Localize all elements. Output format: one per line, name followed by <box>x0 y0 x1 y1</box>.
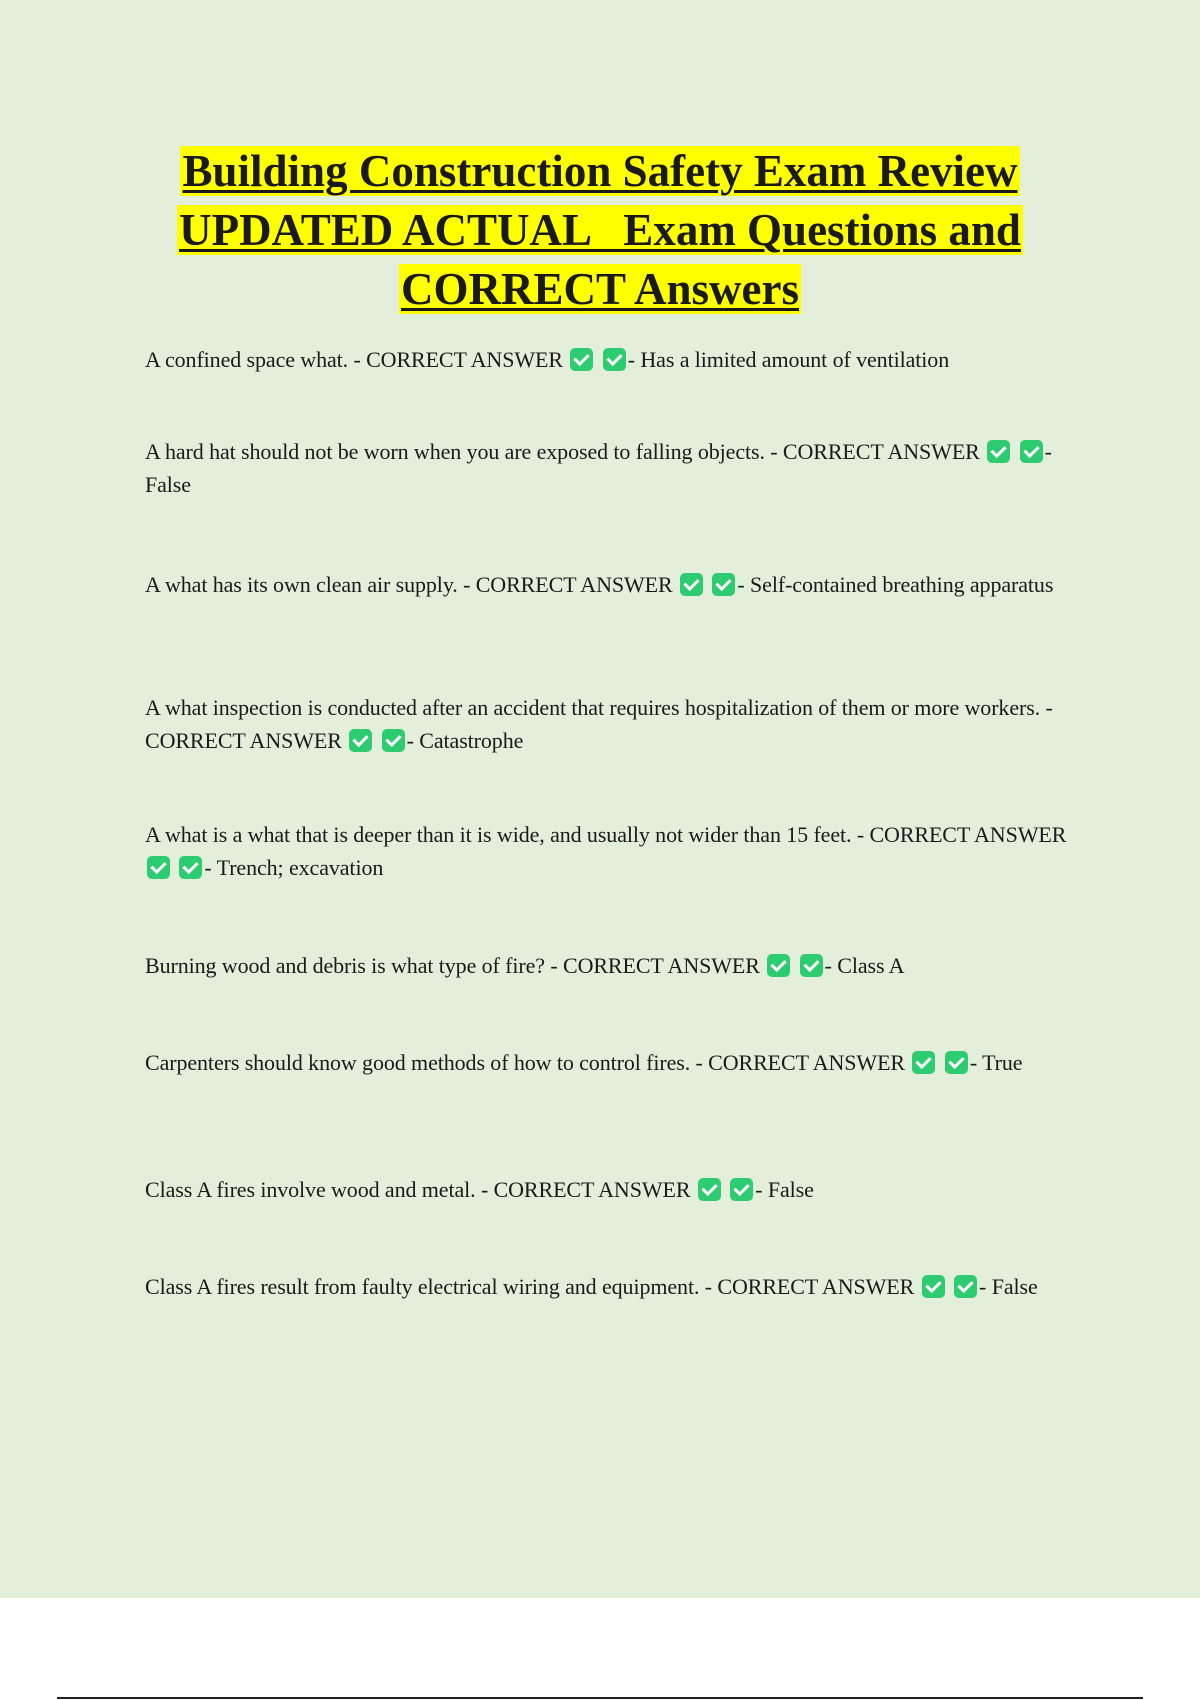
qa-item: Class A fires involve wood and metal. - CORRECT ANSWER - False <box>145 1177 814 1202</box>
check-box-icon <box>1020 440 1043 463</box>
qa-item: A what has its own clean air supply. - CORRECT ANSWER - Self-contained breathing apparatus <box>145 572 1054 597</box>
answer-text: Self-contained breathing apparatus <box>750 572 1054 597</box>
correct-answer-label: - CORRECT ANSWER <box>348 347 563 372</box>
check-box-icon <box>698 1178 721 1201</box>
answer-text: Class A <box>837 953 905 978</box>
question-text: Burning wood and debris is what type of fire? <box>145 953 545 978</box>
check-box-icon <box>922 1275 945 1298</box>
check-box-icon <box>179 856 202 879</box>
question-text: Carpenters should know good methods of how to control fires. <box>145 1050 691 1075</box>
question-text: A confined space what. <box>145 347 349 372</box>
question-text: Class A fires involve wood and metal. <box>145 1177 476 1202</box>
check-box-icon <box>349 729 372 752</box>
qa-item: Carpenters should know good methods of how to control fires. - CORRECT ANSWER - True <box>145 1050 1023 1075</box>
correct-answer-label: - CORRECT ANSWER <box>145 695 1053 753</box>
answer-text: Trench; excavation <box>216 855 384 880</box>
page-title <box>145 142 1055 319</box>
check-box-icon <box>730 1178 753 1201</box>
qa-item: A hard hat should not be worn when you are exposed to falling objects. - CORRECT ANSWER - False <box>145 439 1052 497</box>
question-text: A what is a what that is deeper than it is wide, and usually not wider than 15 feet. <box>145 822 852 847</box>
title-line: UPDATED ACTUAL Exam Questions and <box>179 205 1021 255</box>
correct-answer-label: - CORRECT ANSWER <box>475 1177 691 1202</box>
check-box-icon <box>767 954 790 977</box>
check-box-icon <box>712 573 735 596</box>
question-text: Class A fires result from faulty electrical wiring and equipment. <box>145 1274 700 1299</box>
answer-text: Has a limited amount of ventilation <box>640 347 950 372</box>
answer-text: False <box>991 1274 1038 1299</box>
check-box-icon <box>945 1051 968 1074</box>
check-box-icon <box>147 856 170 879</box>
correct-answer-label: - CORRECT ANSWER <box>690 1050 906 1075</box>
correct-answer-label: - CORRECT ANSWER <box>544 953 760 978</box>
title-line: Building Construction Safety Exam Review <box>182 146 1018 196</box>
footer-divider <box>57 1697 1143 1699</box>
check-box-icon <box>570 348 593 371</box>
check-box-icon <box>680 573 703 596</box>
qa-item: Class A fires result from faulty electrical wiring and equipment. - CORRECT ANSWER - False <box>145 1274 1038 1299</box>
question-text: A what has its own clean air supply. <box>145 572 458 597</box>
correct-answer-label: - CORRECT ANSWER <box>851 822 1067 847</box>
qa-item: Burning wood and debris is what type of fire? - CORRECT ANSWER - Class A <box>145 953 905 978</box>
check-box-icon <box>987 440 1010 463</box>
title-line: CORRECT Answers <box>401 264 799 314</box>
answer-text: False <box>767 1177 814 1202</box>
question-text: A hard hat should not be worn when you are exposed to falling objects. <box>145 439 765 464</box>
answer-text: True <box>982 1050 1023 1075</box>
check-box-icon <box>382 729 405 752</box>
correct-answer-label: - CORRECT ANSWER <box>699 1274 915 1299</box>
answer-text: False <box>145 472 191 497</box>
check-box-icon <box>800 954 823 977</box>
qa-item: A what inspection is conducted after an accident that requires hospitalization of them or more workers. - CORRECT ANSWER - Catastrophe <box>145 695 1053 753</box>
check-box-icon <box>954 1275 977 1298</box>
correct-answer-label: - CORRECT ANSWER <box>457 572 673 597</box>
check-box-icon <box>912 1051 935 1074</box>
check-box-icon <box>603 348 626 371</box>
qa-item: A what is a what that is deeper than it is wide, and usually not wider than 15 feet. - CORRECT ANSWER - Trench; excavation <box>145 822 1067 880</box>
answer-text: Catastrophe <box>419 728 524 753</box>
qa-item: A confined space what. - CORRECT ANSWER - Has a limited amount of ventilation <box>145 347 950 372</box>
question-text: A what inspection is conducted after an accident that requires hospitalization of them or more workers. <box>145 695 1041 720</box>
correct-answer-label: - CORRECT ANSWER <box>764 439 980 464</box>
